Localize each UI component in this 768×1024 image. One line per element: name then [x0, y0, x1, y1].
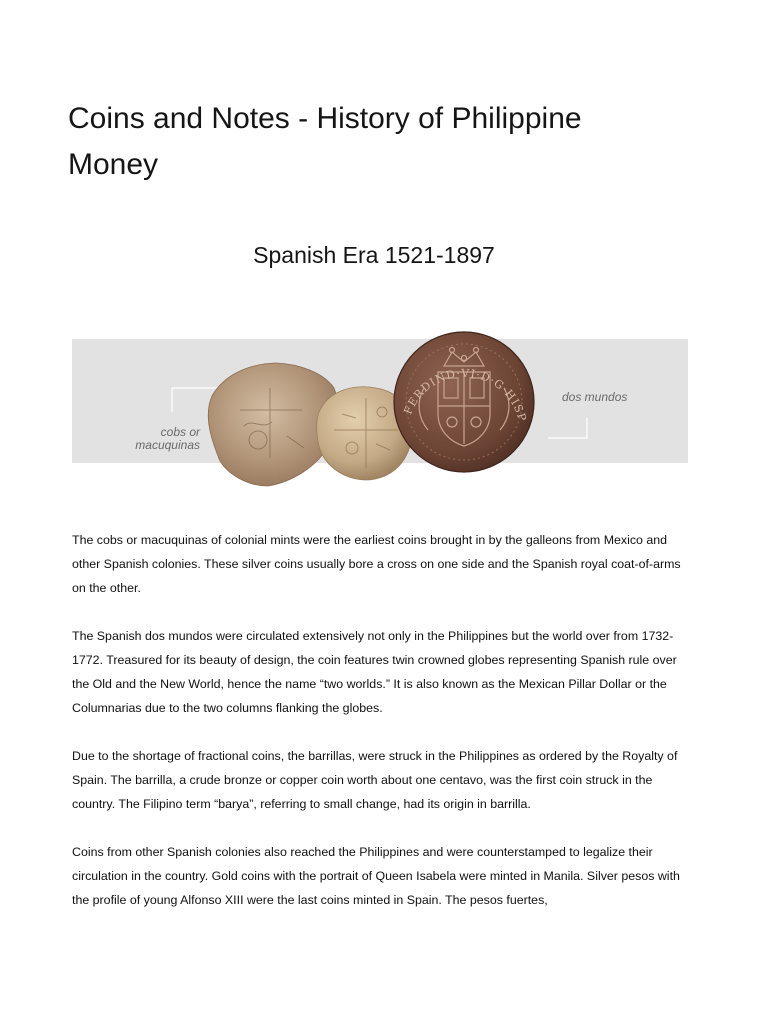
- paragraph-counterstamped: Coins from other Spanish colonies also reached the Philippines and were counterstamped to legalize their circulation in the country. Gold coins with the portrait of Queen Isabela were minted in Manila. Silver pesos with the profile of young Alfonso XIII were the last coins minted in Spain. The pesos fuertes,: [72, 845, 680, 907]
- cobs-label-line2: macuquinas: [135, 438, 200, 452]
- coins-illustration: [66, 308, 688, 490]
- paragraph-dos-mundos: The Spanish dos mundos were circulated extensively not only in the Philippines but the world over from 1732-1772. Treasured for its beauty of design, the coin features twin crowned globes representing Spanish rule over the Old and the New World, hence the name “two worlds.” It is also known as the Mexican Pillar Dollar or the Columnarias due to the two columns flanking the globes.: [72, 629, 677, 715]
- cobs-label-line1: cobs or: [160, 425, 200, 439]
- dos-mundos-legend: FERDIND·VI·D·G·HISPAN·ET·IND·R: [66, 308, 529, 423]
- cobs-label: [122, 426, 200, 452]
- dos-mundos-label: dos mundos: [562, 390, 628, 404]
- paragraph-cobs: The cobs or macuquinas of colonial mints were the earliest coins brought in by the galleons from Mexico and other Spanish colonies. These silver coins usually bore a cross on one side and the Spanish royal coat-of-arms on the other.: [72, 533, 681, 595]
- coins-figure: [66, 308, 688, 490]
- page-title: Coins and Notes - History of Philippine Money: [68, 102, 582, 181]
- paragraph-barrillas: Due to the shortage of fractional coins, the barrillas, were struck in the Philippines as ordered by the Royalty of Spain. The barrilla, a crude bronze or copper coin worth about one centavo, was the first coin struck in the country. The Filipino term “barya”, referring to small change, had its origin in barrilla.: [72, 749, 678, 811]
- body-text: [72, 528, 692, 936]
- dos-mundos-leader-line: [548, 418, 587, 438]
- section-heading: Spanish Era 1521-1897: [253, 242, 495, 268]
